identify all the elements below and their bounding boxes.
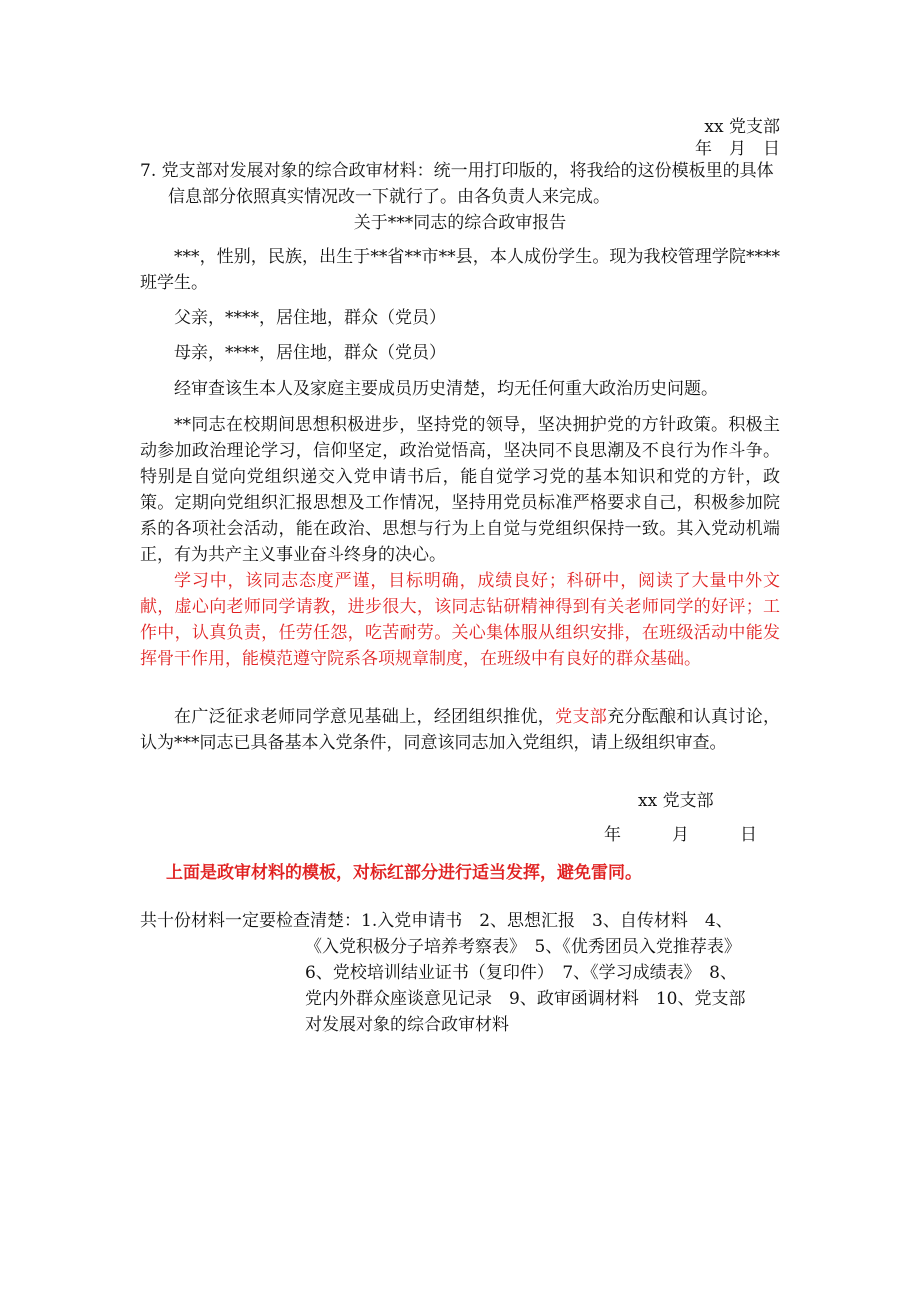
report-paragraph-father: 父亲，****，居住地，群众（党员） [174, 308, 446, 328]
checklist-line: 对发展对象的综合政审材料 [305, 1015, 509, 1035]
item-7-instruction: 7. 党支部对发展对象的综合政审材料：统一用打印版的，将我给的这份模板里的具体信息部分依照真实情况改一下就行了。由各负责人来完成。 [140, 161, 774, 207]
report-paragraph-history: 经审查该生本人及家庭主要成员历史清楚，均无任何重大政治历史问题。 [174, 379, 718, 399]
top-signature-org: xx 党支部 [704, 117, 780, 137]
checklist-line: 党内外群众座谈意见记录 9、政审函调材料 10、党支部 [305, 989, 746, 1009]
report-signature-date: 年 月 日 [604, 825, 757, 845]
report-signature-org: xx 党支部 [638, 791, 714, 811]
report-paragraph-conclusion [140, 704, 780, 756]
top-signature-date: 年 月 日 [695, 139, 780, 159]
conclusion-text-b: 充分酝酿和认真讨论，认为***同志已具备基本入党条件，同意该同志加入党组织，请上级组织审查。 [140, 707, 781, 753]
report-paragraph-ideology: **同志在校期间思想积极进步，坚持党的领导，坚决拥护党的方针政策。积极主动参加政治理论学习，信仰坚定，政治觉悟高，坚决同不良思潮及不良行为作斗争。特别是自觉向党组织递交入党申请书后，能自觉学习党的基本知识和党的方针，政策。定期向党组织汇报思想及工作情况，坚持用党员标准严格要求自己，积极参加院系的各项社会活动，能在政治、思想与行为上自觉与党组织保持一致。其入党动机端正，有为共产主义事业奋斗终身的决心。 [140, 415, 780, 565]
checklist-line: 《入党积极分子培养考察表》 5、《优秀团员入党推荐表》 [305, 937, 741, 957]
report-paragraph-mother: 母亲，****，居住地，群众（党员） [174, 343, 446, 363]
report-paragraph-identity: ***，性别，民族，出生于**省**市**县，本人成份学生。现为我校管理学院****班学生。 [140, 247, 780, 293]
conclusion-text-a: 在广泛征求老师同学意见基础上，经团组织推优， [174, 707, 556, 727]
template-note-red: 上面是政审材料的模板，对标红部分进行适当发挥，避免雷同。 [166, 863, 642, 883]
checklist-line: 6、党校培训结业证书（复印件） 7、《学习成绩表》 8、 [305, 963, 737, 983]
report-paragraph-performance-red: 学习中，该同志态度严谨，目标明确，成绩良好；科研中，阅读了大量中外文献，虚心向老师同学请教，进步很大，该同志钻研精神得到有关老师同学的好评；工作中，认真负责，任劳任怨，吃苦耐劳。关心集体服从组织安排，在班级活动中能发挥骨干作用，能模范遵守院系各项规章制度，在班级中有良好的群众基础。 [140, 571, 780, 669]
report-title: 关于***同志的综合政审报告 [353, 213, 567, 233]
checklist-line: 共十份材料一定要检查清楚：1.入党申请书 2、思想汇报 3、自传材料 4、 [140, 911, 733, 931]
materials-checklist [140, 908, 800, 1038]
conclusion-party-branch-red: 党支部 [555, 707, 608, 727]
